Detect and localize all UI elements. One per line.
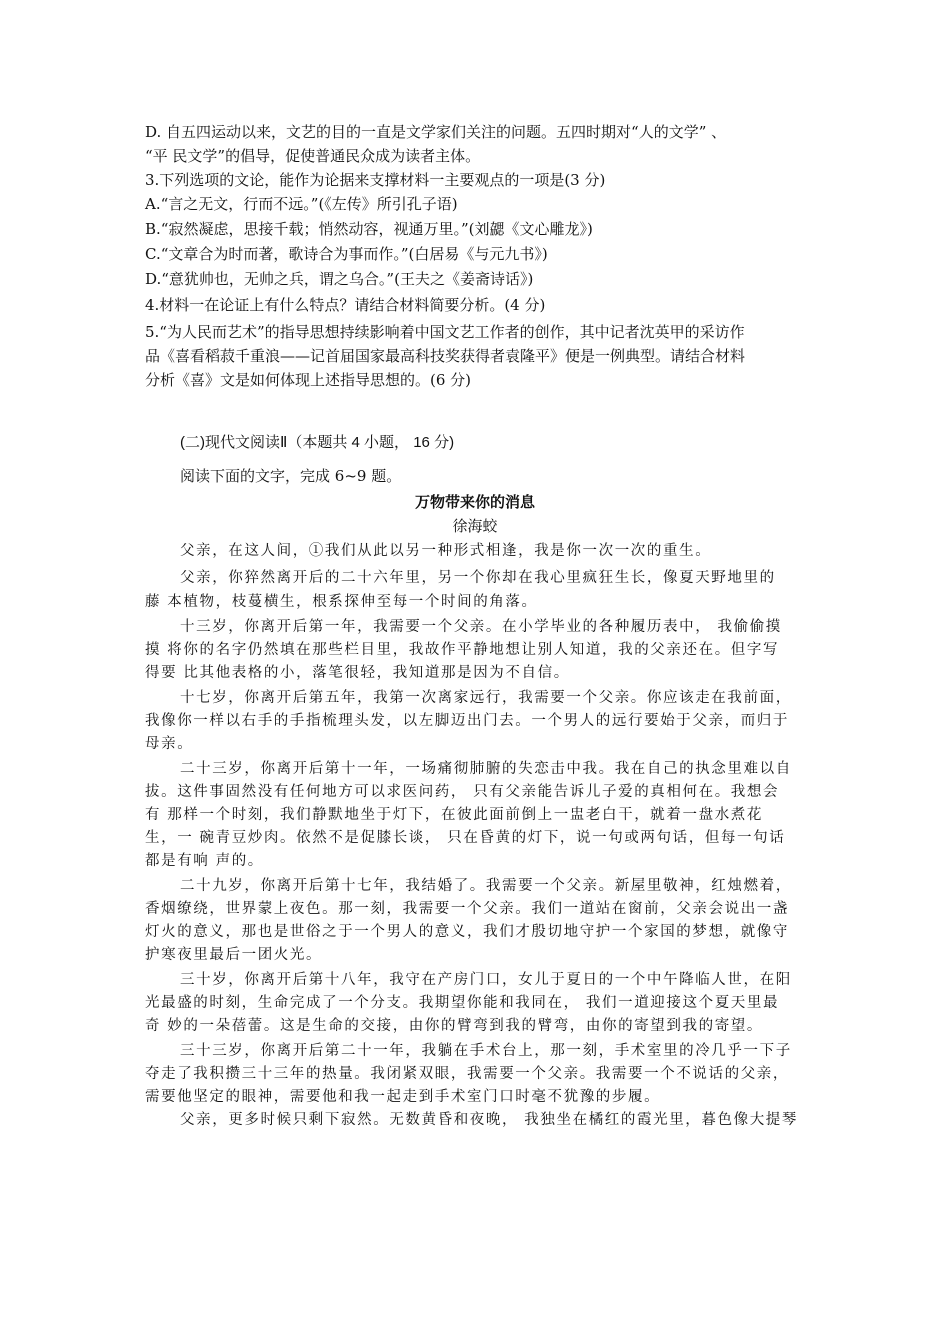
q3-option-b: B.“寂然凝虑，思接千载；悄然动容，视通万里。”(刘勰《文心雕龙》) bbox=[145, 220, 593, 238]
article-line: 十七岁，你离开后第五年，我第一次离家远行，我需要一个父亲。你应该走在我前面， bbox=[180, 690, 792, 706]
q2-option-d-line2: “平 民文学”的倡导，促使普通民众成为读者主体。 bbox=[145, 147, 481, 165]
q5-line2: 品《喜看稻菽千重浪——记首届国家最高科技奖获得者袁隆平》便是一例典型。请结合材料 bbox=[145, 347, 746, 365]
article-line: 灯火的意义，那也是世俗之于一个男人的意义，我们才殷切地守护一个家国的梦想，就像守 bbox=[145, 924, 789, 940]
article-line: 三十岁，你离开后第十八年，我守在产房门口，女儿于夏日的一个中午降临人世，在阳 bbox=[180, 972, 792, 988]
article-line: 生，一 碗青豆炒肉。依然不是促膝长谈， 只在昏黄的灯下，说一句或两句话，但每一句话 bbox=[145, 830, 786, 846]
article-line: 夺走了我积攒三十三年的热量。我闭紧双眼，我需要一个父亲。我需要一个不说话的父亲， bbox=[145, 1066, 789, 1082]
article-author: 徐海蛟 bbox=[452, 517, 498, 535]
q4-stem: 4.材料一在论证上有什么特点？请结合材料简要分析。(4 分) bbox=[145, 296, 546, 314]
article-line: 父亲，你猝然离开后的二十六年里，另一个你却在我心里疯狂生长，像夏天野地里的 bbox=[180, 570, 776, 586]
article-line: 拔。这件事固然没有任何地方可以求医问药， 只有父亲能告诉儿子爱的真相何在。我想会 bbox=[145, 784, 780, 800]
article-line: 奇 妙的一朵蓓蕾。这是生命的交接，由你的臂弯到我的臂弯，由你的寄望到我的寄望。 bbox=[145, 1018, 764, 1034]
q3-option-a: A.“言之无文，行而不远。”(《左传》所引孔子语) bbox=[145, 195, 458, 213]
section-heading: (二)现代文阅读Ⅱ（本题共 4 小题， 16 分) bbox=[180, 434, 455, 451]
q3-option-d: D.“意犹帅也，无帅之兵，谓之乌合。”(王夫之《姜斋诗话》) bbox=[145, 270, 534, 288]
article-line: 母亲。 bbox=[145, 736, 194, 752]
article-line: 二十九岁，你离开后第十七年，我结婚了。我需要一个父亲。新屋里敬神，红烛燃着， bbox=[180, 878, 792, 894]
article-line: 护寒夜里最后一团火光。 bbox=[145, 947, 323, 963]
q3-option-c: C.“文章合为时而著，歌诗合为事而作。”(白居易《与元九书》) bbox=[145, 245, 548, 263]
article-line: 三十三岁，你离开后第二十一年，我躺在手术台上，那一刻，手术室里的冷几乎一下子 bbox=[180, 1043, 792, 1059]
section-instruction: 阅读下面的文字，完成 6~9 题。 bbox=[180, 467, 402, 485]
article-line: 香烟缭绕，世界蒙上夜色。那一刻，我需要一个父亲。我们一道站在窗前，父亲会说出一盏 bbox=[145, 901, 789, 917]
article-line: 需要他坚定的眼神，需要他和我一起走到手术室门口时毫不犹豫的步履。 bbox=[145, 1089, 661, 1105]
article-line: 父亲，更多时候只剩下寂然。无数黄昏和夜晚， 我独坐在橘红的霞光里，暮色像大提琴 bbox=[180, 1112, 799, 1128]
article-line: 十三岁，你离开后第一年，我需要一个父亲。在小学毕业的各种履历表中， 我偷偷摸 bbox=[180, 619, 782, 635]
article-line: 有 那样一个时刻，我们静默地坐于灯下，在彼此面前倒上一盅老白干，就着一盘水煮花 bbox=[145, 807, 764, 823]
article-line: 光最盛的时刻，生命完成了一个分支。我期望你能和我同在， 我们一道迎接这个夏天里最 bbox=[145, 995, 780, 1011]
article-line: 父亲，在这人间，①我们从此以另一种形式相逢，我是你一次一次的重生。 bbox=[180, 543, 712, 559]
article-line: 二十三岁，你离开后第十一年，一场痛彻肺腑的失恋击中我。我在自己的执念里难以自 bbox=[180, 761, 792, 777]
q2-option-d-line1: D. 自五四运动以来，文艺的目的一直是文学家们关注的问题。五四时期对“人的文学” 、 bbox=[145, 123, 727, 141]
article-line: 我像你一样以右手的手指梳理头发，以左脚迈出门去。一个男人的远行要始于父亲，而归于 bbox=[145, 713, 789, 729]
article-line: 摸 将你的名字仍然填在那些栏目里，我故作平静地想让别人知道，我的父亲还在。但字写 bbox=[145, 642, 780, 658]
article-line: 藤 本植物，枝蔓横生，根系探伸至每一个时间的角落。 bbox=[145, 594, 538, 610]
q5-line3: 分析《喜》文是如何体现上述指导思想的。(6 分) bbox=[145, 371, 472, 389]
article-title: 万物带来你的消息 bbox=[414, 493, 535, 511]
article-line: 都是有响 声的。 bbox=[145, 853, 264, 869]
article-line: 得要 比其他表格的小，落笔很轻，我知道那是因为不自信。 bbox=[145, 665, 570, 681]
q3-stem: 3.下列选项的文论，能作为论据来支撑材料一主要观点的一项是(3 分) bbox=[145, 171, 606, 189]
q5-line1: 5.“为人民而艺术”的指导思想持续影响着中国文艺工作者的创作，其中记者沈英甲的采访作 bbox=[145, 323, 745, 341]
